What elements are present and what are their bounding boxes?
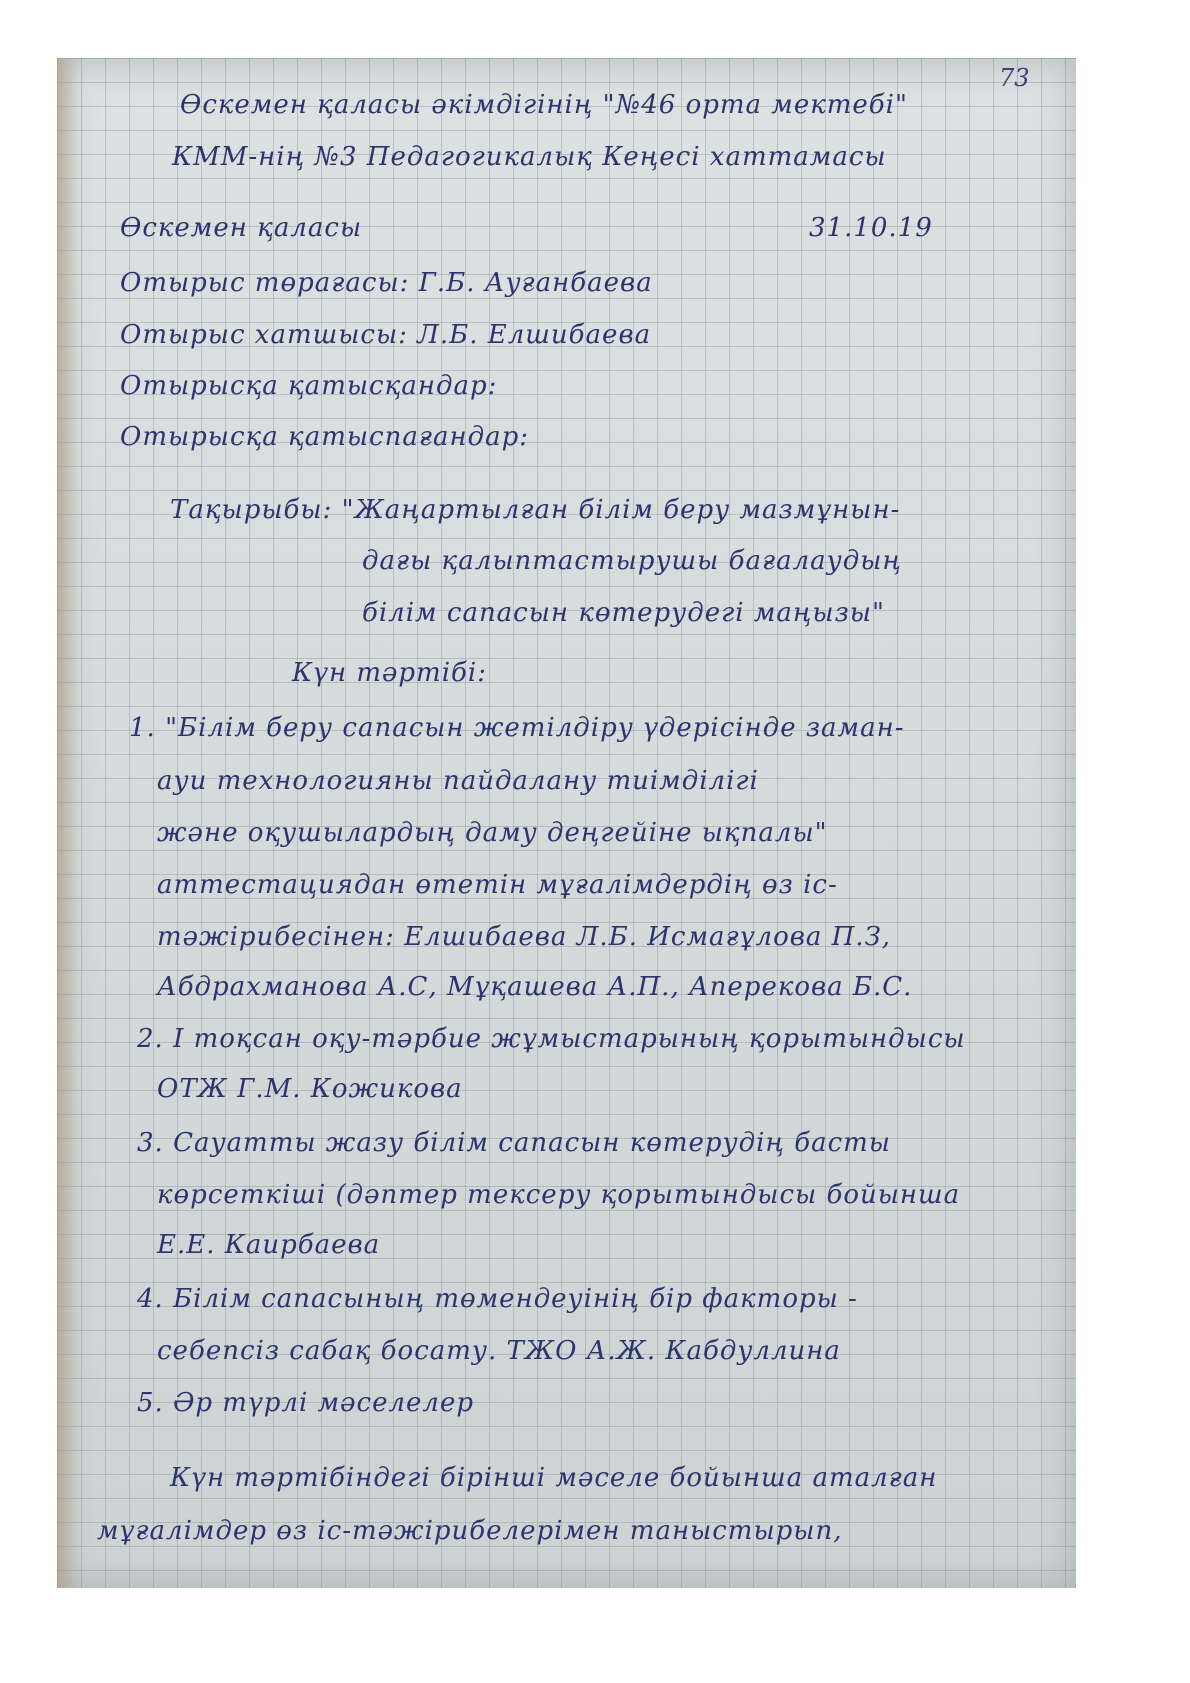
topic-line-1: Тақырыбы: "Жаңартылған білім беру мазмұнын- (170, 495, 901, 525)
agenda-line: Абдрахманова А.С, Мұқашева А.П., Аперекова Б.С. (157, 972, 913, 1002)
meeting-date: 31.10.19 (809, 213, 933, 243)
page-number: 73 (999, 64, 1030, 92)
agenda-line: ОТЖ Г.М. Кожикова (157, 1074, 463, 1104)
agenda-line: 4. Білім сапасының төмендеуінің бір факторы - (137, 1284, 858, 1314)
agenda-line: Е.Е. Каирбаева (157, 1230, 381, 1260)
page-edge (57, 58, 79, 1588)
agenda-line: тәжірибесінен: Елшибаева Л.Б. Исмағұлова П.З, (157, 922, 892, 952)
agenda-line: себепсіз сабақ босату. ТЖО А.Ж. Кабдуллина (157, 1336, 841, 1366)
header-line-1: Өскемен қаласы әкімдігінің "№46 орта мектебі" (180, 90, 908, 120)
chair-line: Отырыс төрағасы: Г.Б. Ауғанбаева (120, 268, 653, 298)
agenda-line: көрсеткіші (дәптер тексеру қорытындысы бойынша (157, 1180, 961, 1210)
agenda-line: және оқушылардың даму деңгейіне ықпалы" (157, 818, 828, 848)
attended-line: Отырысқа қатысқандар: (120, 371, 498, 401)
agenda-line: ауи технологияны пайдалану тиімділігі (157, 766, 759, 796)
agenda-line: 1. "Білім беру сапасын жетілдіру үдерісінде заман- (129, 713, 905, 743)
header-line-2: КММ-нің №3 Педагогикалық Кеңесі хаттамасы (172, 142, 887, 172)
agenda-line: аттестациядан өтетін мұғалімдердің өз іс- (157, 870, 838, 900)
city-name: Өскемен қаласы (120, 213, 363, 243)
agenda-line: 2. I тоқсан оқу-тәрбие жұмыстарының қорытындысы (137, 1024, 966, 1054)
closing-line-2: мұғалімдер өз іс-тәжірибелерімен таныстырып, (97, 1516, 843, 1546)
agenda-title: Күн тәртібі: (292, 658, 487, 688)
closing-line-1: Күн тәртібіндегі бірінші мәселе бойынша аталған (170, 1463, 938, 1493)
secretary-line: Отырыс хатшысы: Л.Б. Елшибаева (120, 320, 652, 350)
absent-line: Отырысқа қатыспағандар: (120, 422, 530, 452)
agenda-line: 5. Әр түрлі мәселелер (137, 1388, 474, 1418)
topic-line-3: білім сапасын көтерудегі маңызы" (362, 598, 885, 628)
agenda-line: 3. Сауатты жазу білім сапасын көтерудің басты (137, 1128, 891, 1158)
notebook-page-photo (57, 58, 1076, 1588)
topic-line-2: дағы қалыптастырушы бағалаудың (362, 546, 902, 576)
